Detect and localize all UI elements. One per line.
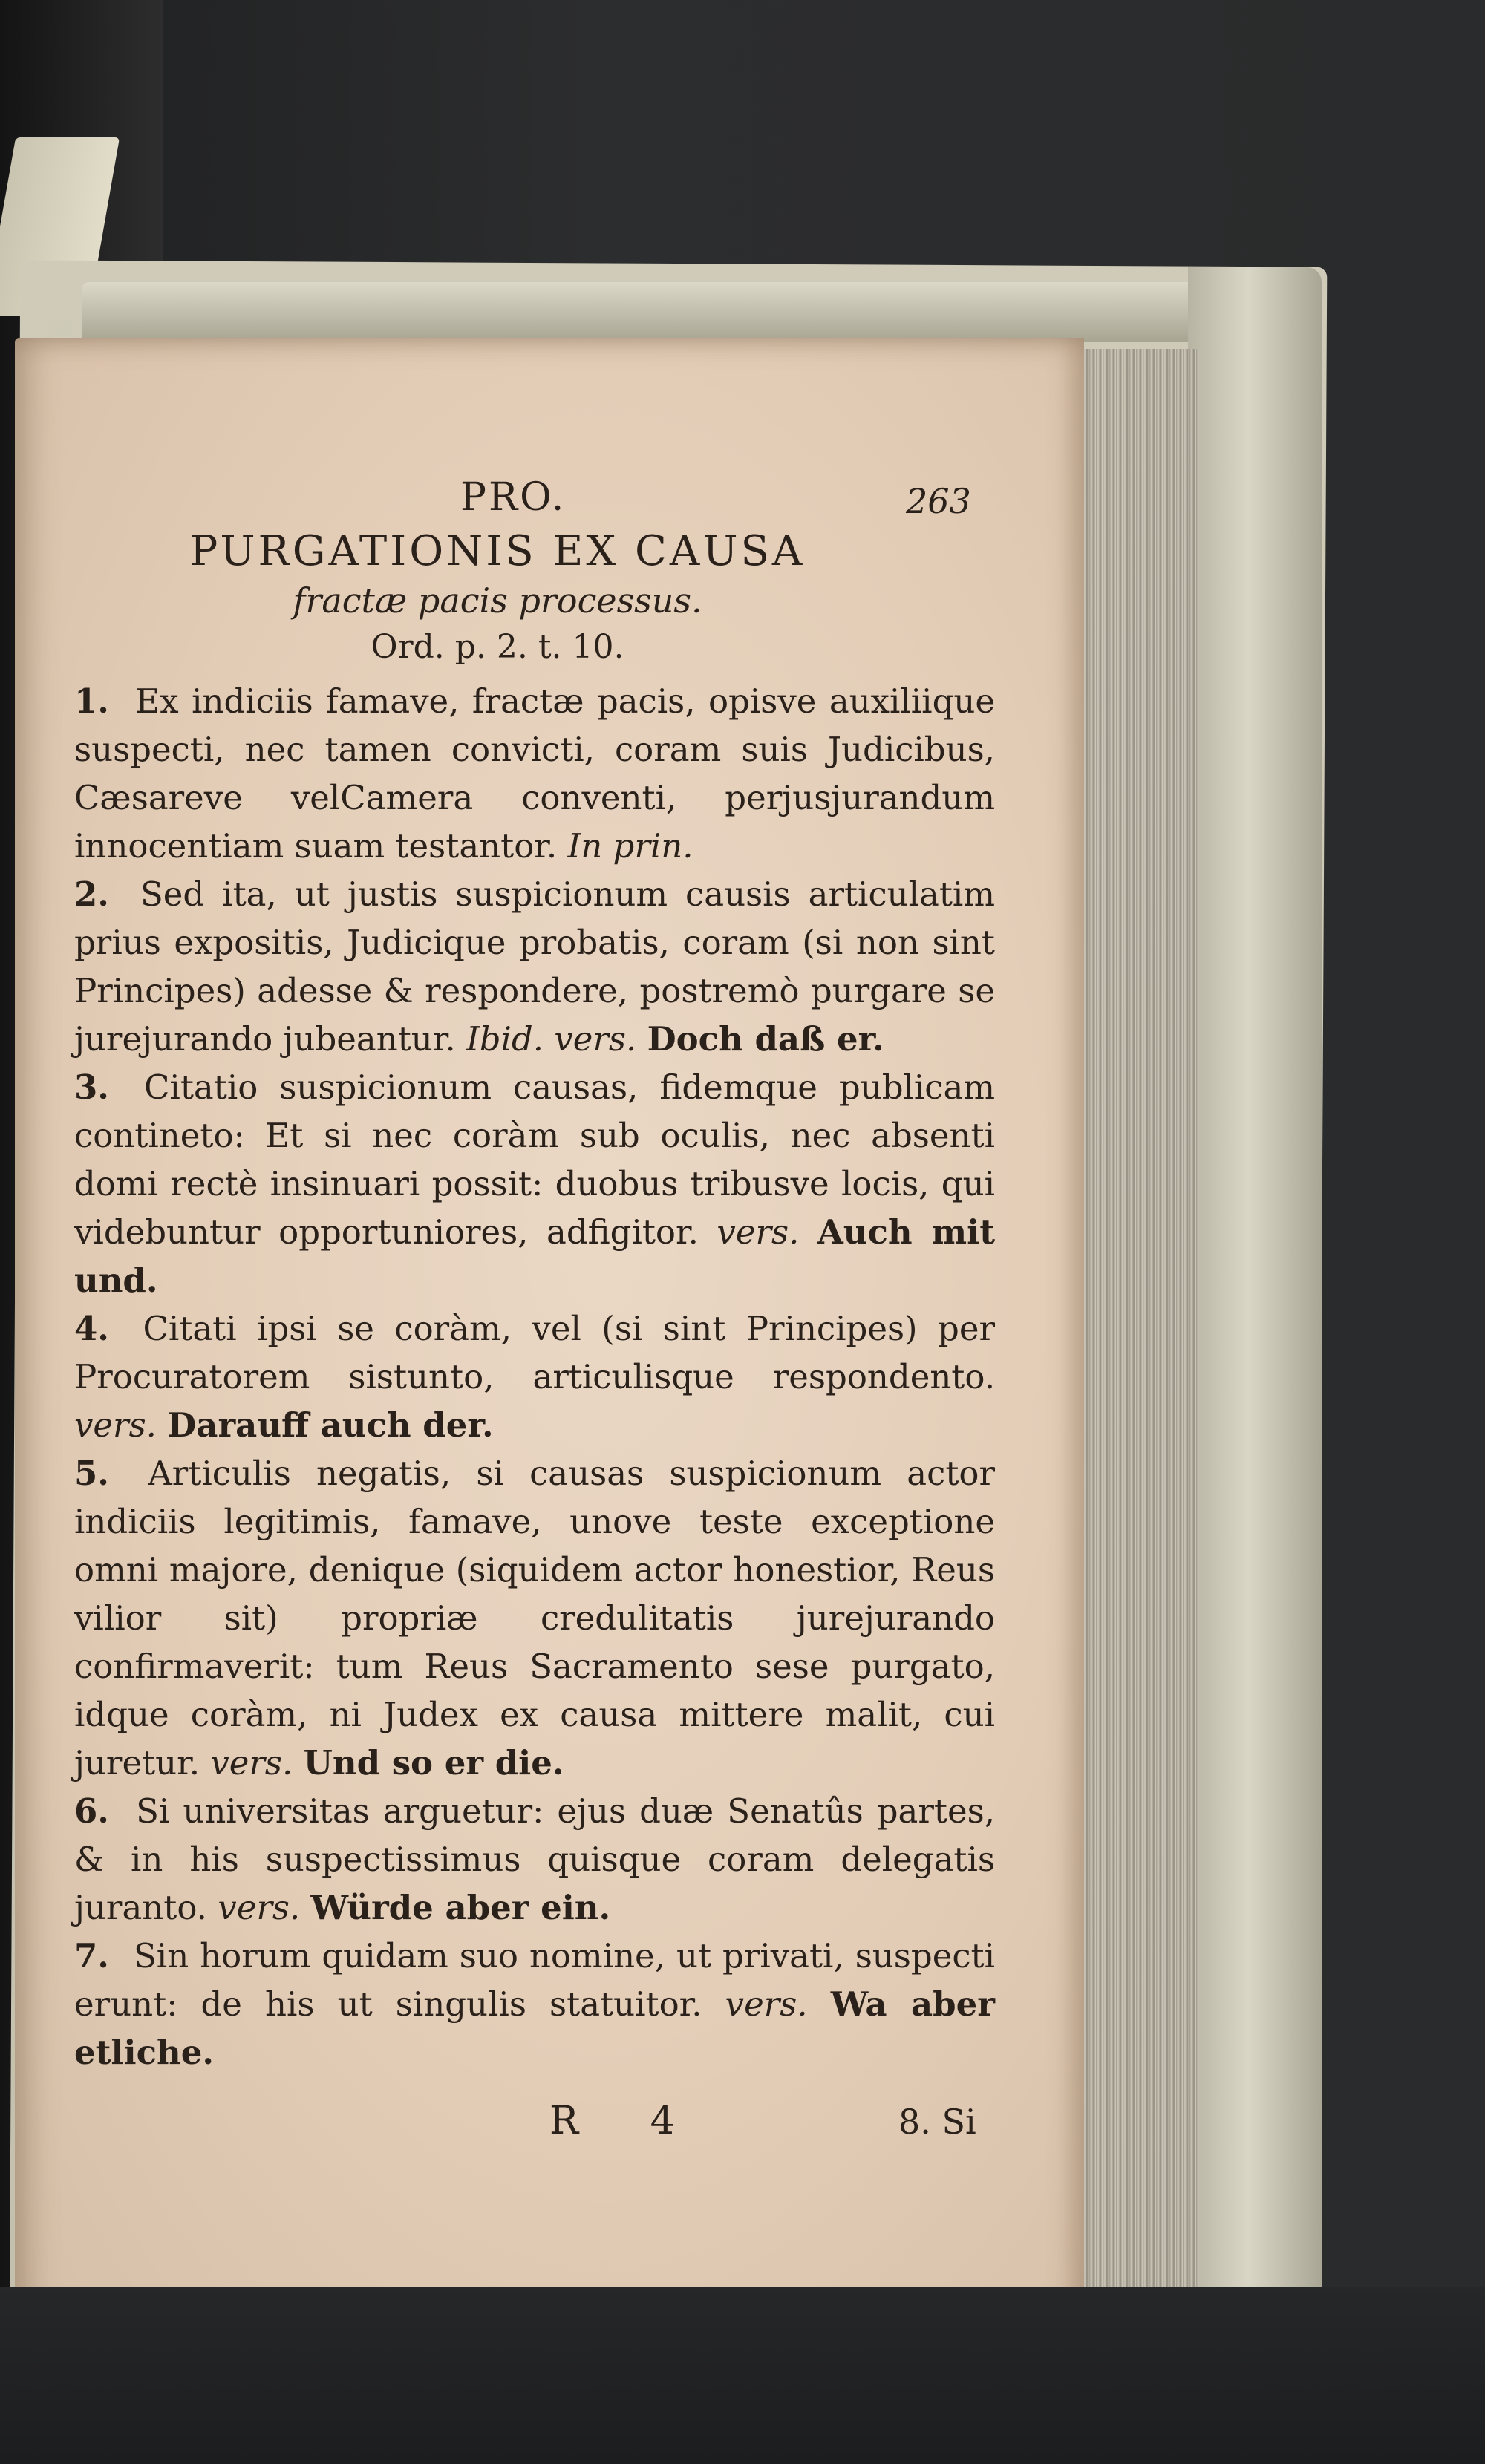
book-top-edge [82, 282, 1195, 342]
section-title: PURGATIONIS EX CAUSA [189, 527, 806, 575]
paragraph-5: 5. Articulis negatis, si causas suspicionum actor indiciis legitimis, famave, unove teste exceptione omni majore, denique (siquidem actor honestior, Reus vilior sit) propriæ credulitatis jurejurando confirmaverit: tum Reus Sacramento sese purgato, idque coràm, ni Judex ex causa mittere malit, cui juretur. vers. Und so er die. [74, 1454, 996, 1782]
dark-background-bottom [0, 2287, 1485, 2464]
signature-mark: R 4 [549, 2099, 705, 2143]
page-edges [1069, 349, 1199, 2294]
book-cover-right [1188, 267, 1322, 2309]
paragraph-7: 7. Sin horum quidam suo nomine, ut privati, suspecti erunt: de his ut singulis statuitor. vers. Wa aber etliche. [74, 1936, 995, 2072]
book-page [15, 338, 1084, 2327]
page-text-block [74, 475, 995, 2158]
page-number: 263 [906, 481, 971, 521]
section-subtitle: fractæ pacis processus. [293, 581, 702, 621]
running-head [74, 475, 995, 527]
paragraph-6: 6. Si universitas arguetur: ejus duæ Senatûs partes, & in his suspectissimus quisque coram delegatis juranto. vers. Würde aber ein. [74, 1791, 995, 1927]
paragraph-3: 3. Citatio suspicionum causas, fidemque publicam contineto: Et si nec coràm sub oculis, nec absenti domi rectè insinuari possit: duobus tribusve locis, qui videbuntur opportuniores, adfigitor. vers. Auch mit und. [74, 1068, 996, 1300]
section-reference: Ord. p. 2. t. 10. [371, 628, 624, 666]
paragraph-2: 2. Sed ita, ut justis suspicionum causis articulatim prius expositis, Judicique probatis, coram (si non sint Principes) adesse & respondere, postremò purgare se jurejurando jubeantur. Ibid. vers. Doch daß er. [74, 875, 995, 1059]
catchword: 8. Si [898, 2102, 976, 2142]
paragraph-4: 4. Citati ipsi se coràm, vel (si sint Principes) per Procuratorem sistunto, articulisque respondento. vers. Darauff auch der. [74, 1309, 995, 1445]
page-footer [74, 2099, 995, 2158]
running-head-text: PRO. [460, 475, 567, 520]
paragraph-1: 1. Ex indiciis famave, fractæ pacis, opisve auxiliique suspecti, nec tamen convicti, coram suis Judicibus, Cæsareve velCamera conventi, perjusjurandum innocentiam suam testantor. In prin. [74, 682, 995, 866]
